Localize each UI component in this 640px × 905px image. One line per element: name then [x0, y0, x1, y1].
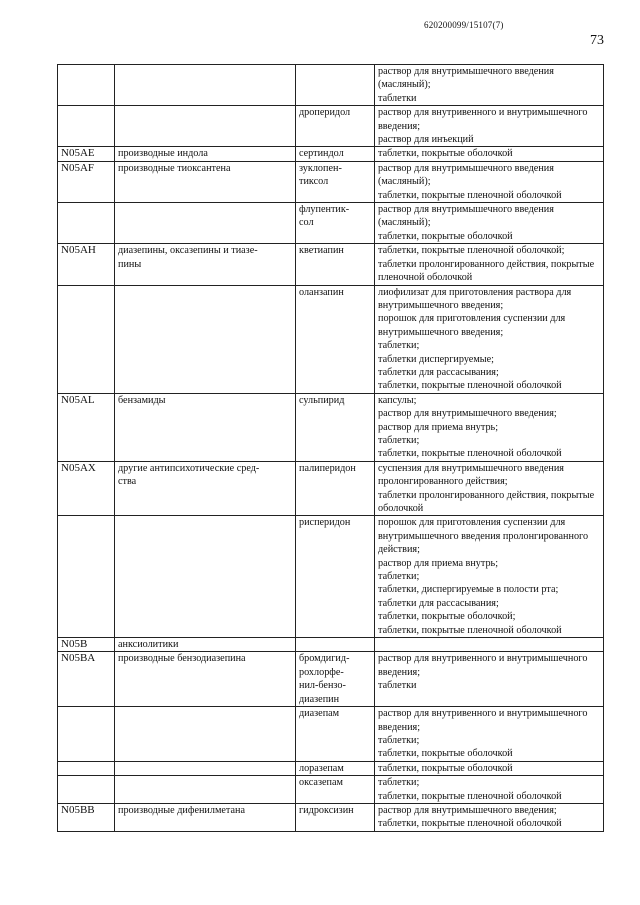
dosage-form-item: таблетки; — [378, 777, 420, 789]
table-row — [58, 244, 604, 285]
drug-name-cell — [296, 65, 375, 106]
group-name-cell: производные индола — [115, 147, 296, 161]
group-name-cell — [115, 106, 296, 147]
dosage-forms-cell — [375, 285, 604, 393]
group-name-cell — [115, 776, 296, 804]
atc-code-cell: N05BB — [58, 803, 115, 831]
drug-name-cell: сульпирид — [296, 393, 375, 461]
dosage-form-item: таблетки для рассасывания; — [378, 597, 499, 609]
dosage-form-item: таблетки пролонгированного действия, покрытые оболочкой — [378, 489, 595, 514]
dosage-forms-cell — [375, 638, 604, 652]
dosage-form-item: порошок для приготовления суспензии для внутримышечного введения; — [378, 313, 566, 338]
dosage-form-item: раствор для внутривенного и внутримышечного введения; — [378, 653, 588, 678]
table-row — [58, 147, 604, 161]
drug-name-cell: палиперидон — [296, 461, 375, 516]
drug-name-cell: сертиндол — [296, 147, 375, 161]
group-name-cell: диазепины, оксазепины и тиазе- пины — [115, 244, 296, 285]
dosage-form-item: таблетки, покрытые оболочкой — [378, 748, 513, 760]
group-name-cell — [115, 203, 296, 244]
atc-code-cell — [58, 516, 115, 638]
atc-code-cell: N05AL — [58, 393, 115, 461]
drug-name-cell: лоразепам — [296, 761, 375, 775]
atc-code-cell: N05AX — [58, 461, 115, 516]
drug-table — [57, 64, 604, 832]
atc-code-cell: N05AH — [58, 244, 115, 285]
page-number: 73 — [590, 33, 604, 48]
table-row — [58, 203, 604, 244]
group-name-cell: производные дифенилметана — [115, 803, 296, 831]
dosage-form-item: таблетки, покрытые пленочной оболочкой; — [378, 245, 565, 257]
dosage-form-item: таблетки, покрытые пленочной оболочкой — [378, 624, 562, 636]
table-row — [58, 707, 604, 762]
group-name-cell: производные бензодиазепина — [115, 652, 296, 707]
group-name-cell — [115, 65, 296, 106]
atc-code-cell: N05AE — [58, 147, 115, 161]
dosage-forms-cell — [375, 461, 604, 516]
atc-code-cell — [58, 106, 115, 147]
dosage-form-item: раствор для внутривенного и внутримышечного введения; — [378, 107, 588, 132]
group-name-cell: бензамиды — [115, 393, 296, 461]
table-row — [58, 761, 604, 775]
table-row — [58, 516, 604, 638]
table-row — [58, 65, 604, 106]
atc-code-cell: N05B — [58, 638, 115, 652]
atc-code-cell — [58, 65, 115, 106]
dosage-form-item: таблетки пролонгированного действия, покрытые пленочной оболочкой — [378, 258, 595, 284]
dosage-forms-cell — [375, 803, 604, 831]
drug-name-cell: диазепам — [296, 707, 375, 762]
dosage-forms-cell — [375, 516, 604, 638]
dosage-form-item: раствор для приема внутрь; — [378, 557, 499, 569]
drug-name-cell: флупентик- сол — [296, 203, 375, 244]
dosage-form-item: таблетки — [378, 680, 417, 692]
table-row — [58, 776, 604, 804]
dosage-forms-cell — [375, 147, 604, 161]
group-name-cell: анксиолитики — [115, 638, 296, 652]
table-row — [58, 106, 604, 147]
dosage-form-item: таблетки, покрытые оболочкой — [378, 762, 513, 774]
dosage-form-item: таблетки, покрытые пленочной оболочкой — [378, 448, 562, 460]
table-row — [58, 393, 604, 461]
dosage-form-item: раствор для внутримышечного введения (масляный); — [378, 204, 554, 229]
dosage-form-item: таблетки, покрытые пленочной оболочкой — [378, 380, 562, 392]
dosage-form-item: таблетки, покрытые пленочной оболочкой — [378, 818, 562, 830]
group-name-cell: производные тиоксантена — [115, 161, 296, 202]
dosage-form-item: раствор для внутримышечного введения (масляный); — [378, 66, 554, 91]
table-row — [58, 652, 604, 707]
group-name-cell — [115, 516, 296, 638]
dosage-form-item: суспензия для внутримышечного введения пролонгированного действия; — [378, 462, 564, 488]
table-row — [58, 161, 604, 202]
dosage-form-item: раствор для инъекций — [378, 134, 474, 146]
atc-code-cell: N05BA — [58, 652, 115, 707]
drug-name-cell: кветиапин — [296, 244, 375, 285]
dosage-form-item: раствор для внутримышечного введения (масляный); — [378, 162, 554, 188]
dosage-form-item: таблетки диспергируемые; — [378, 353, 494, 365]
document-code: 620200099/15107(7) — [424, 20, 504, 30]
group-name-cell — [115, 285, 296, 393]
group-name-cell — [115, 707, 296, 762]
dosage-form-item: таблетки; — [378, 734, 420, 746]
table-row — [58, 461, 604, 516]
dosage-forms-cell — [375, 106, 604, 147]
dosage-form-item: таблетки, покрытые пленочной оболочкой — [378, 790, 562, 802]
dosage-forms-cell — [375, 203, 604, 244]
drug-name-cell: оксазепам — [296, 776, 375, 804]
drug-name-cell: дроперидол — [296, 106, 375, 147]
dosage-form-item: лиофилизат для приготовления раствора для внутримышечного введения; — [378, 286, 572, 311]
dosage-forms-cell — [375, 652, 604, 707]
dosage-forms-cell — [375, 776, 604, 804]
drug-name-cell — [296, 638, 375, 652]
dosage-form-item: таблетки, диспергируемые в полости рта; — [378, 584, 559, 596]
drug-table-body — [58, 65, 604, 832]
dosage-form-item: раствор для внутримышечного введения; — [378, 408, 557, 420]
table-row — [58, 803, 604, 831]
table-row — [58, 638, 604, 652]
dosage-forms-cell — [375, 761, 604, 775]
atc-code-cell — [58, 285, 115, 393]
atc-code-cell: N05AF — [58, 161, 115, 202]
dosage-form-item: порошок для приготовления суспензии для внутримышечного введения пролонгированного действия; — [378, 517, 589, 556]
dosage-form-item: капсулы; — [378, 394, 417, 406]
dosage-form-item: раствор для внутримышечного введения; — [378, 804, 557, 816]
table-row — [58, 285, 604, 393]
group-name-cell: другие антипсихотические сред- ства — [115, 461, 296, 516]
dosage-forms-cell — [375, 65, 604, 106]
dosage-form-item: таблетки, покрытые оболочкой — [378, 148, 513, 160]
dosage-form-item: таблетки; — [378, 434, 420, 446]
dosage-forms-cell — [375, 393, 604, 461]
dosage-form-item: таблетки — [378, 92, 417, 104]
dosage-form-item: раствор для приема внутрь; — [378, 421, 499, 433]
drug-name-cell: рисперидон — [296, 516, 375, 638]
drug-name-cell: гидроксизин — [296, 803, 375, 831]
atc-code-cell — [58, 203, 115, 244]
dosage-form-item: таблетки для рассасывания; — [378, 366, 499, 378]
drug-name-cell: бромдигид- рохлорфе- нил-бензо- диазепин — [296, 652, 375, 707]
dosage-forms-cell — [375, 707, 604, 762]
drug-name-cell: оланзапин — [296, 285, 375, 393]
atc-code-cell — [58, 761, 115, 775]
dosage-form-item: таблетки, покрытые оболочкой; — [378, 611, 516, 623]
atc-code-cell — [58, 707, 115, 762]
drug-name-cell: зуклопен- тиксол — [296, 161, 375, 202]
group-name-cell — [115, 761, 296, 775]
dosage-form-item: таблетки; — [378, 340, 420, 352]
atc-code-cell — [58, 776, 115, 804]
dosage-form-item: таблетки; — [378, 571, 420, 583]
dosage-form-item: раствор для внутривенного и внутримышечного введения; — [378, 708, 588, 733]
dosage-forms-cell — [375, 161, 604, 202]
dosage-form-item: таблетки, покрытые пленочной оболочкой — [378, 189, 562, 201]
dosage-form-item: таблетки, покрытые оболочкой — [378, 230, 513, 242]
dosage-forms-cell — [375, 244, 604, 285]
